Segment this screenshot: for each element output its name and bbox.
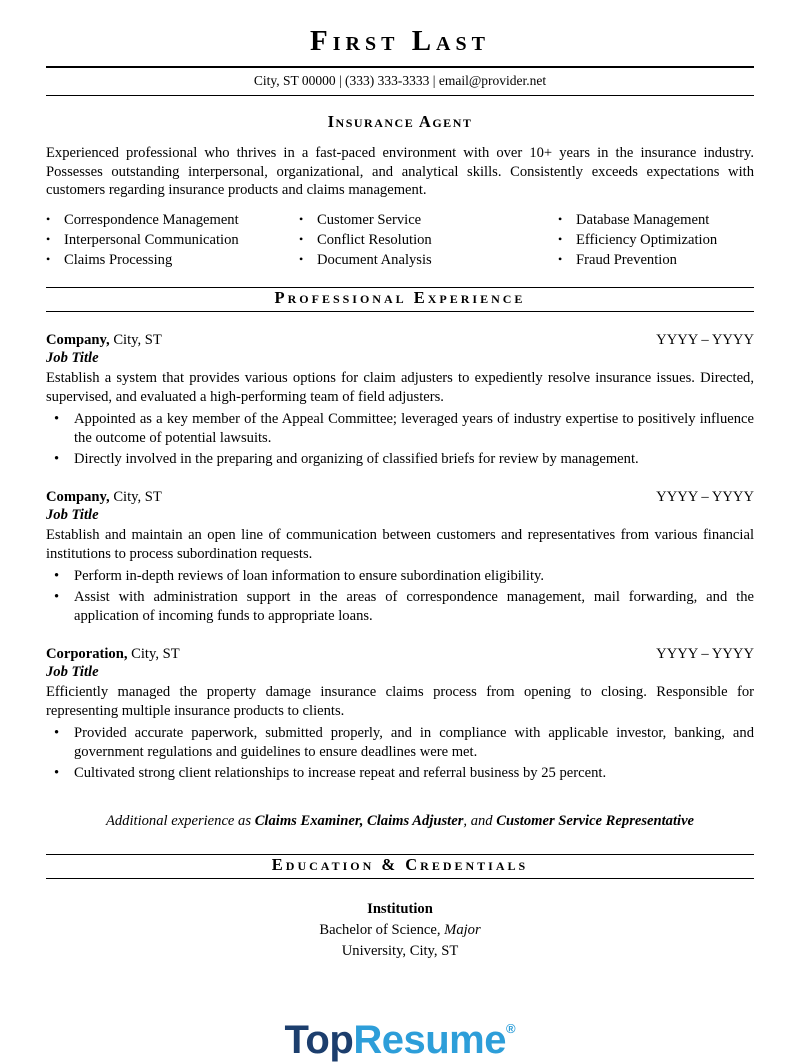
job-bullet bbox=[54, 450, 754, 469]
skill-label: Document Analysis bbox=[317, 251, 432, 268]
company-location: City, ST bbox=[127, 645, 180, 662]
skill-item bbox=[299, 212, 558, 230]
skill-label: Fraud Prevention bbox=[576, 251, 677, 268]
logo-text-resume: Resume bbox=[353, 1018, 506, 1063]
company-name: Company, bbox=[46, 489, 110, 506]
bullet-icon bbox=[46, 212, 64, 230]
skills-grid bbox=[46, 212, 754, 271]
skill-item bbox=[558, 252, 754, 270]
job-bullet bbox=[54, 764, 754, 783]
bullet-icon bbox=[54, 588, 74, 626]
job-header bbox=[46, 489, 754, 506]
education-block bbox=[46, 899, 754, 962]
job-dates: YYYY – YYYY bbox=[656, 332, 754, 349]
additional-role: Customer Service Representative bbox=[496, 812, 695, 829]
section-header-experience bbox=[46, 287, 754, 312]
job-bullet-list bbox=[46, 567, 754, 626]
additional-experience-line bbox=[46, 813, 754, 830]
company-location: City, ST bbox=[109, 489, 162, 506]
institution-name: Institution bbox=[367, 900, 433, 917]
job-entry-3 bbox=[46, 646, 754, 783]
skill-label: Efficiency Optimization bbox=[576, 231, 718, 248]
bullet-text: Perform in-depth reviews of loan information to ensure subordination eligibility. bbox=[74, 568, 545, 585]
job-entry-2 bbox=[46, 489, 754, 626]
additional-separator: , and bbox=[463, 812, 497, 829]
job-title: Job Title bbox=[46, 663, 99, 680]
summary-paragraph: Experienced professional who thrives in a fast-paced environment with over 10+ years in the insurance industry. Possesses outstanding interpersonal, organizational, and analytical skills. Consistently exceeds expectations with customers regarding insurance products and claims management. bbox=[46, 144, 754, 199]
job-header bbox=[46, 332, 754, 349]
job-title: Job Title bbox=[46, 507, 99, 524]
bullet-icon bbox=[54, 450, 74, 469]
additional-separator: , bbox=[359, 812, 368, 829]
job-company-line bbox=[46, 489, 162, 506]
bullet-text: Cultivated strong client relationships to increase repeat and referral business by 25 percent. bbox=[74, 764, 607, 781]
bullet-icon bbox=[558, 252, 576, 270]
skill-item bbox=[46, 252, 299, 270]
bullet-icon bbox=[299, 232, 317, 250]
job-bullet bbox=[54, 567, 754, 586]
job-company-line bbox=[46, 646, 180, 663]
skill-item bbox=[299, 252, 558, 270]
degree-name: Bachelor of Science, bbox=[319, 921, 445, 938]
header-divider-bottom bbox=[46, 95, 754, 96]
candidate-name: First Last bbox=[310, 25, 490, 57]
additional-prefix: Additional experience as bbox=[105, 812, 255, 829]
job-dates: YYYY – YYYY bbox=[656, 489, 754, 506]
skills-column-2 bbox=[299, 212, 558, 271]
bullet-text: Directly involved in the preparing and organizing of classified briefs for review by management. bbox=[74, 451, 639, 468]
job-description: Establish and maintain an open line of communication between customers and representatives from various financial institutions to process subordination requests. bbox=[46, 527, 754, 563]
bullet-text: Appointed as a key member of the Appeal Committee; leveraged years of industry expertise to positively influence the outcome of potential lawsuits. bbox=[74, 411, 754, 447]
skills-column-3 bbox=[558, 212, 754, 271]
logo-text-top: Top bbox=[284, 1018, 354, 1063]
skill-label: Database Management bbox=[576, 211, 710, 228]
skill-label: Correspondence Management bbox=[64, 211, 239, 228]
bullet-text: Assist with administration support in the areas of correspondence management, mail forwarding, and the application of incoming funds to appropriate loans. bbox=[74, 589, 754, 625]
bullet-icon bbox=[54, 724, 74, 762]
company-location: City, ST bbox=[109, 332, 162, 349]
university-line: University, City, ST bbox=[341, 943, 459, 960]
job-bullet-list bbox=[46, 724, 754, 783]
bullet-icon bbox=[299, 252, 317, 270]
degree-major: Major bbox=[444, 921, 481, 938]
topresume-logo bbox=[46, 1018, 754, 1063]
section-title: Professional Experience bbox=[274, 288, 526, 308]
skill-label: Claims Processing bbox=[64, 251, 173, 268]
job-entry-1 bbox=[46, 332, 754, 469]
section-title: Education & Credentials bbox=[271, 854, 529, 874]
job-description: Efficiently managed the property damage insurance claims process from opening to closing. Responsible for representing multiple insurance products to clients. bbox=[46, 683, 754, 719]
skill-item bbox=[558, 232, 754, 250]
company-name: Corporation, bbox=[46, 645, 128, 662]
resume-title: Insurance Agent bbox=[327, 111, 473, 131]
bullet-icon bbox=[54, 410, 74, 448]
skill-item bbox=[46, 212, 299, 230]
skill-label: Interpersonal Communication bbox=[64, 231, 239, 248]
job-header bbox=[46, 646, 754, 663]
bullet-icon bbox=[299, 212, 317, 230]
contact-line: City, ST 00000 | (333) 333-3333 | email@provider.net bbox=[253, 72, 547, 88]
job-description: Establish a system that provides various options for claim adjusters to expediently resolve insurance issues. Directed, supervised, and evaluated a high-performing team of field adjusters. bbox=[46, 370, 754, 406]
job-dates: YYYY – YYYY bbox=[656, 645, 754, 662]
bullet-icon bbox=[46, 232, 64, 250]
bullet-icon bbox=[558, 212, 576, 230]
bullet-icon bbox=[54, 567, 74, 586]
bullet-text: Provided accurate paperwork, submitted properly, and in compliance with applicable investor, banking, and government regulations and guidelines to ensure deadlines were met. bbox=[74, 724, 754, 760]
additional-role: Claims Adjuster bbox=[367, 812, 464, 829]
section-header-education bbox=[46, 854, 754, 879]
skill-label: Conflict Resolution bbox=[317, 231, 432, 248]
skill-item bbox=[558, 212, 754, 230]
company-name: Company, bbox=[46, 332, 110, 349]
degree-line bbox=[46, 920, 754, 941]
bullet-icon bbox=[46, 252, 64, 270]
registered-trademark-icon: ® bbox=[505, 1021, 516, 1037]
additional-role: Claims Examiner bbox=[254, 812, 360, 829]
bullet-icon bbox=[54, 764, 74, 783]
skill-item bbox=[299, 232, 558, 250]
skill-label: Customer Service bbox=[317, 211, 422, 228]
job-bullet bbox=[54, 588, 754, 626]
bullet-icon bbox=[558, 232, 576, 250]
job-bullet-list bbox=[46, 410, 754, 469]
job-bullet bbox=[54, 410, 754, 448]
job-bullet bbox=[54, 724, 754, 762]
skill-item bbox=[46, 232, 299, 250]
skills-column-1 bbox=[46, 212, 299, 271]
job-company-line bbox=[46, 332, 162, 349]
job-title: Job Title bbox=[46, 350, 99, 367]
